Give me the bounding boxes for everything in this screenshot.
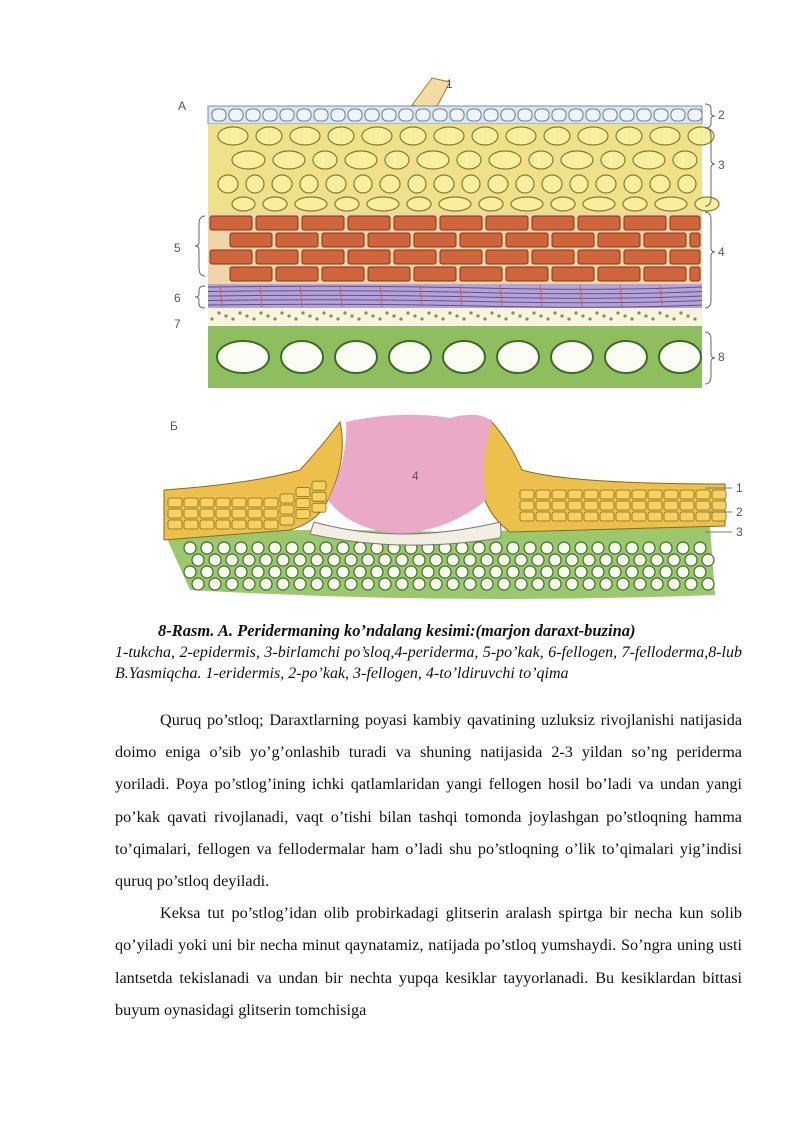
panel-b-label: Б bbox=[170, 419, 178, 433]
phellogen-layer bbox=[208, 284, 702, 308]
phloem-layer bbox=[208, 326, 702, 388]
figure-caption-title: 8-Rasm. A. Peridermaning ko’ndalang kesimi:(marjon daraxt-buzina) bbox=[158, 621, 636, 640]
number-7: 7 bbox=[174, 317, 181, 331]
lenticel-drawing bbox=[164, 415, 726, 599]
number-b2: 2 bbox=[736, 505, 743, 519]
number-8: 8 bbox=[718, 350, 725, 364]
figure-legend: 1-tukcha, 2-epidermis, 3-birlamchi po’sloq,4-periderma, 5-po’kak, 6-fellogen, 7-felloderma,8-lub B.Yasmiqcha. 1-eridermis, 2-po’kak, 3-fellogen, 4-to’ldiruvchi to’qima bbox=[115, 644, 742, 682]
number-5: 5 bbox=[174, 241, 181, 255]
number-b4: 4 bbox=[412, 469, 419, 483]
paragraph-1: Quruq po’stloq; Daraxtlarning poyasi kambiy qavatining uzluksiz rivojlanishi natijasida doimo eniga o’sib yo’g’onlashib turadi va shuning natijasida 2-3 yildan so’ng periderma yoriladi. Poya po’stlog’ining ichki qatlamlaridan yangi fellogen hosil bo’ladi va undan yangi po’kak qavati rivojlanadi, vaqt o’tishi bilan tashqi tomonda joylashgan po’stloqning hamma to’qimalari, fellogen va fellodermalar ham o’ladi shu po’stloqning o’lik to’qimalari yig’indisi quruq po’stloq deyiladi. bbox=[115, 711, 742, 891]
paragraph-2: Keksa tut po’stlog’idan olib probirkadagi glitserin aralash spirtga bir necha kun solib qo’yiladi yoki uni bir necha minut qaynatamiz, natijada po’stloq yumshaydi. So’ngra uning usti lantsetda tekislanadi va undan bir nechta yupqa kesiklar tayyorlanadi. Bu kesiklardan bittasi buyum oynasidagi glitserin tomchisiga bbox=[115, 904, 742, 1019]
cork-layer bbox=[208, 212, 702, 284]
cortex-layer bbox=[208, 124, 719, 212]
number-2: 2 bbox=[718, 108, 725, 122]
panel-a-label: А bbox=[178, 99, 187, 113]
epidermis-layer bbox=[208, 106, 702, 124]
number-6: 6 bbox=[174, 291, 181, 305]
number-b3: 3 bbox=[736, 525, 743, 539]
filling-tissue bbox=[328, 415, 492, 534]
body-text bbox=[115, 704, 742, 1026]
phelloderm-layer bbox=[208, 308, 702, 326]
hair-trichome bbox=[412, 78, 450, 110]
number-1: 1 bbox=[446, 77, 453, 91]
number-3: 3 bbox=[718, 158, 725, 172]
number-4: 4 bbox=[718, 245, 725, 259]
periderm-figure bbox=[150, 70, 760, 615]
number-b1: 1 bbox=[736, 481, 743, 495]
